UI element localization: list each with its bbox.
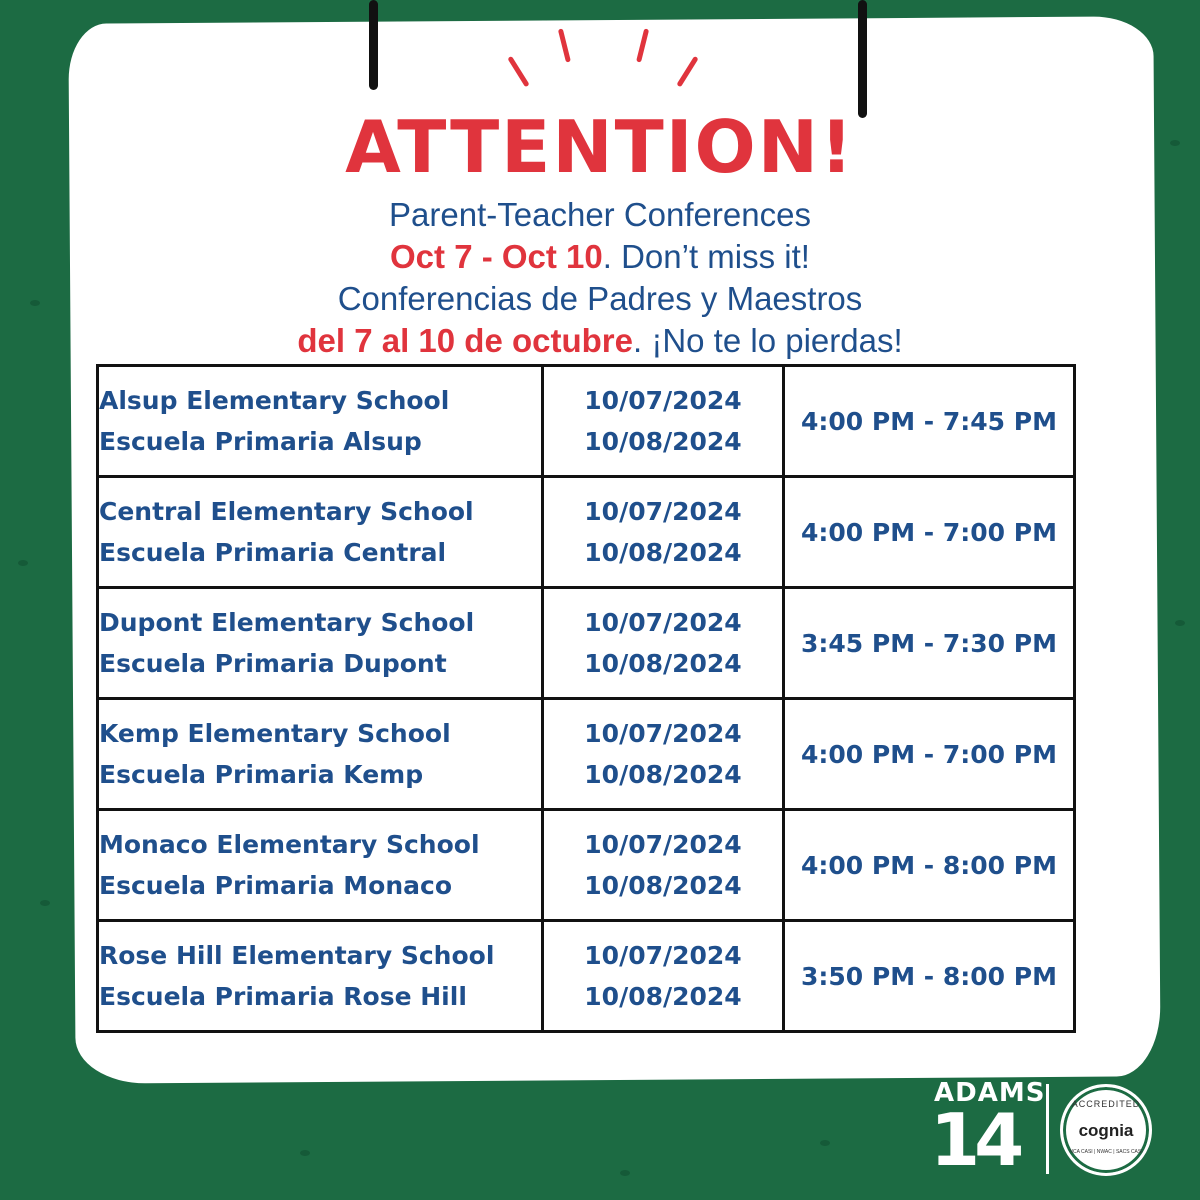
headline-en (0, 196, 1200, 234)
headline-es (0, 280, 1200, 318)
logo-divider (1046, 1084, 1049, 1174)
time-cell: 4:00 PM - 7:45 PM (784, 366, 1075, 477)
date-2: 10/08/2024 (584, 538, 742, 567)
table-row (98, 477, 1075, 588)
date-2: 10/08/2024 (584, 871, 742, 900)
background-speck (40, 900, 50, 906)
dates-es (0, 322, 1200, 360)
school-name-en: Rose Hill Elementary School (99, 941, 495, 970)
school-name-es: Escuela Primaria Central (99, 538, 447, 567)
date-2: 10/08/2024 (584, 982, 742, 1011)
dates-cell (543, 921, 784, 1032)
dates-cell (543, 699, 784, 810)
school-name-es: Escuela Primaria Dupont (99, 649, 447, 678)
dates-text: . ¡No te lo pierdas! (633, 322, 903, 359)
date-1: 10/07/2024 (584, 497, 742, 526)
school-cell (98, 588, 543, 699)
background-speck (18, 560, 28, 566)
school-name-en: Alsup Elementary School (99, 386, 450, 415)
hanging-post-left (369, 0, 378, 90)
dates-en (0, 238, 1200, 276)
time-cell: 4:00 PM - 8:00 PM (784, 810, 1075, 921)
school-name-en: Central Elementary School (99, 497, 474, 526)
time-cell: 3:50 PM - 8:00 PM (784, 921, 1075, 1032)
date-1: 10/07/2024 (584, 719, 742, 748)
date-2: 10/08/2024 (584, 649, 742, 678)
background-speck (620, 1170, 630, 1176)
date-2: 10/08/2024 (584, 760, 742, 789)
school-name-es: Escuela Primaria Rose Hill (99, 982, 467, 1011)
date-1: 10/07/2024 (584, 608, 742, 637)
school-cell (98, 477, 543, 588)
background-speck (820, 1140, 830, 1146)
table-row (98, 366, 1075, 477)
school-name-es: Escuela Primaria Monaco (99, 871, 453, 900)
district-logo (930, 1078, 1143, 1182)
seal-brand-text: cognia (1078, 1121, 1134, 1140)
accreditation-seal-icon (1060, 1084, 1152, 1176)
dates-text: . Don’t miss it! (602, 238, 810, 275)
background-speck (1175, 620, 1185, 626)
school-cell (98, 366, 543, 477)
table-row (98, 588, 1075, 699)
school-cell (98, 921, 543, 1032)
headline-text: Parent-Teacher Conferences (389, 196, 811, 233)
school-name-en: Dupont Elementary School (99, 608, 475, 637)
school-cell (98, 699, 543, 810)
dates-cell (543, 366, 784, 477)
dates-highlight: Oct 7 - Oct 10 (390, 238, 603, 275)
district-number: 14 (930, 1098, 1019, 1182)
school-name-en: Monaco Elementary School (99, 830, 480, 859)
dates-cell (543, 477, 784, 588)
date-2: 10/08/2024 (584, 427, 742, 456)
table-row (98, 921, 1075, 1032)
table-row (98, 810, 1075, 921)
time-cell: 3:45 PM - 7:30 PM (784, 588, 1075, 699)
dates-cell (543, 588, 784, 699)
hanging-post-right (858, 0, 867, 118)
date-1: 10/07/2024 (584, 830, 742, 859)
school-name-es: Escuela Primaria Kemp (99, 760, 424, 789)
headline-text: Conferencias de Padres y Maestros (337, 280, 863, 317)
district-word: ADAMS (934, 1078, 1046, 1108)
conference-schedule-table (96, 364, 1076, 1033)
dates-highlight: del 7 al 10 de octubre (297, 322, 633, 359)
date-1: 10/07/2024 (584, 386, 742, 415)
date-1: 10/07/2024 (584, 941, 742, 970)
school-name-en: Kemp Elementary School (99, 719, 451, 748)
school-name-es: Escuela Primaria Alsup (99, 427, 422, 456)
time-cell: 4:00 PM - 7:00 PM (784, 477, 1075, 588)
time-cell: 4:00 PM - 7:00 PM (784, 699, 1075, 810)
dates-cell (543, 810, 784, 921)
seal-bottom-text: NCA CASI | NWAC | SACS CASI (1069, 1149, 1143, 1155)
background-speck (300, 1150, 310, 1156)
table-row (98, 699, 1075, 810)
school-cell (98, 810, 543, 921)
seal-top-text: ACCREDITED (1071, 1099, 1141, 1109)
attention-title: ATTENTION! (345, 105, 855, 189)
